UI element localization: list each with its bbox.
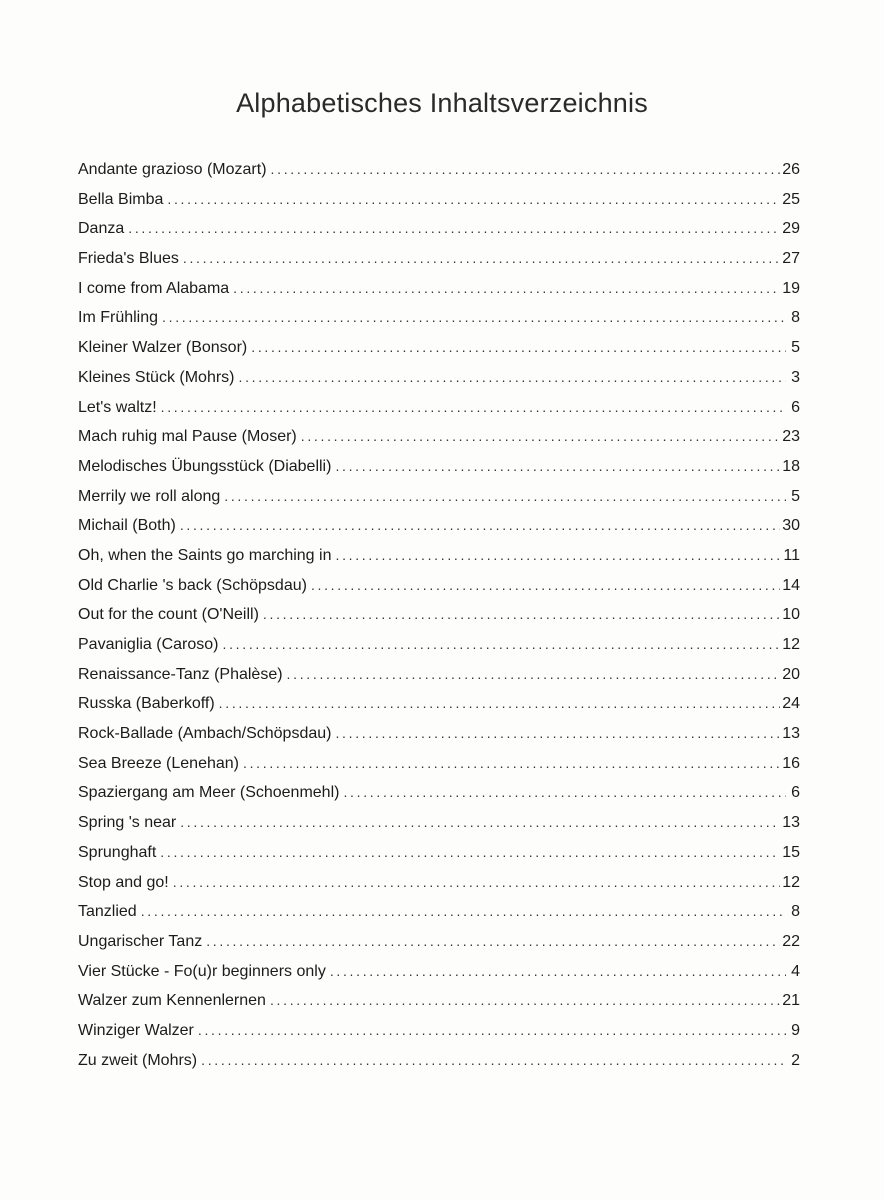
toc-entry-title: Spaziergang am Meer (Schoenmehl) [78, 784, 340, 802]
dot-leader [263, 600, 780, 630]
toc-entry [78, 838, 800, 868]
toc-entry-title: Russka (Baberkoff) [78, 695, 215, 713]
dot-leader [180, 808, 780, 838]
toc-entry [78, 303, 800, 333]
toc-entry [78, 986, 800, 1016]
dot-leader [330, 957, 786, 987]
toc-entry-title: Andante grazioso (Mozart) [78, 161, 267, 178]
toc-entry-title: Spring 's near [78, 814, 177, 832]
dot-leader [271, 155, 781, 185]
toc-entry-title: Out for the count (O'Neill) [78, 606, 259, 624]
toc-entry [78, 422, 800, 452]
toc-entry [78, 600, 800, 630]
toc-entry-title: Tanzlied [78, 903, 137, 921]
toc-entry-page-number: 15 [782, 843, 800, 861]
toc-entry-page-number: 20 [782, 665, 800, 683]
toc-entry [78, 749, 800, 779]
toc-entry [78, 868, 800, 898]
toc-entry-title: Kleiner Walzer (Bonsor) [78, 339, 248, 357]
toc-entry-page-number: 3 [791, 368, 800, 386]
toc-entry-title: Danza [78, 220, 125, 238]
dot-leader [141, 897, 786, 927]
toc-entry-page-number: 21 [782, 992, 800, 1010]
toc-entry-page-number: 30 [782, 517, 800, 535]
toc-entry [78, 214, 800, 244]
toc-entry-title: Ungarischer Tanz [78, 932, 203, 950]
toc-entry-page-number: 5 [791, 339, 800, 357]
toc-entry-page-number: 6 [791, 398, 800, 416]
toc-entry [78, 393, 800, 423]
toc-entry-page-number: 27 [782, 250, 800, 268]
dot-leader [167, 185, 780, 215]
toc-entry [78, 571, 800, 601]
toc-entry [78, 808, 800, 838]
toc-entry-title: Im Frühling [78, 309, 159, 327]
dot-leader [162, 303, 786, 333]
toc-entry [78, 897, 800, 927]
dot-leader [198, 1016, 786, 1046]
toc-entry-title: Walzer zum Kennenlernen [78, 992, 266, 1010]
toc-entry [78, 719, 800, 749]
toc-entry-title: Let's waltz! [78, 398, 157, 416]
toc-entry [78, 927, 800, 957]
toc-entry-page-number: 12 [782, 636, 800, 653]
toc-entry-page-number: 29 [782, 220, 800, 238]
toc-entry-title: Pavaniglia (Caroso) [78, 636, 219, 653]
toc-entry [78, 452, 800, 482]
toc-entry [78, 541, 800, 571]
toc-entry-title: Melodisches Übungsstück (Diabelli) [78, 457, 332, 475]
dot-leader [128, 214, 780, 244]
toc-entry-title: Stop and go! [78, 873, 169, 891]
toc-entry-title: Frieda's Blues [78, 250, 179, 268]
toc-entry-title: Sea Breeze (Lenehan) [78, 754, 239, 772]
toc-entry-page-number: 4 [791, 962, 800, 980]
toc-entry-title: Rock-Ballade (Ambach/Schöpsdau) [78, 725, 332, 743]
dot-leader [160, 838, 780, 868]
dot-leader [173, 868, 780, 898]
toc-entry-page-number: 22 [782, 932, 800, 950]
toc-entry-page-number: 23 [782, 428, 800, 446]
dot-leader [311, 571, 780, 601]
toc-entry-page-number: 25 [782, 190, 800, 208]
toc-entry-title: Vier Stücke - Fo(u)r beginners only [78, 962, 326, 980]
toc-entry-page-number: 16 [782, 754, 800, 772]
toc-entry-page-number: 24 [782, 695, 800, 713]
toc-entry-title: Kleines Stück (Mohrs) [78, 368, 235, 386]
table-of-contents [78, 155, 800, 1075]
toc-entry-page-number: 26 [782, 161, 800, 178]
toc-entry-page-number: 12 [782, 873, 800, 891]
toc-entry-page-number: 8 [791, 309, 800, 327]
toc-entry [78, 244, 800, 274]
toc-entry-title: Renaissance-Tanz (Phalèse) [78, 665, 283, 683]
dot-leader [223, 630, 781, 660]
dot-leader [335, 719, 780, 749]
toc-entry [78, 778, 800, 808]
toc-entry-title: Michail (Both) [78, 517, 176, 535]
dot-leader [201, 1046, 786, 1076]
toc-entry [78, 630, 800, 660]
dot-leader [335, 452, 780, 482]
dot-leader [219, 689, 781, 719]
toc-entry-page-number: 9 [791, 1021, 800, 1039]
dot-leader [224, 482, 786, 512]
dot-leader [243, 749, 780, 779]
toc-entry [78, 333, 800, 363]
dot-leader [343, 778, 786, 808]
toc-entry [78, 482, 800, 512]
toc-entry-title: Oh, when the Saints go marching in [78, 546, 332, 564]
dot-leader [180, 511, 780, 541]
toc-entry [78, 155, 800, 185]
toc-entry-title: I come from Alabama [78, 279, 230, 297]
toc-entry-page-number: 19 [782, 279, 800, 297]
toc-entry-page-number: 8 [791, 903, 800, 921]
toc-entry-page-number: 18 [782, 457, 800, 475]
toc-entry-title: Winziger Walzer [78, 1021, 194, 1039]
toc-entry-page-number: 13 [782, 725, 800, 743]
dot-leader [239, 363, 787, 393]
dot-leader [287, 660, 781, 690]
dot-leader [335, 541, 781, 571]
dot-leader [301, 422, 780, 452]
toc-entry-page-number: 10 [782, 606, 800, 624]
dot-leader [251, 333, 786, 363]
dot-leader [206, 927, 780, 957]
toc-entry [78, 660, 800, 690]
toc-entry-page-number: 5 [791, 487, 800, 505]
toc-entry [78, 274, 800, 304]
toc-entry [78, 511, 800, 541]
toc-entry [78, 689, 800, 719]
toc-entry-page-number: 14 [782, 576, 800, 594]
toc-entry-page-number: 11 [783, 546, 800, 564]
dot-leader [183, 244, 780, 274]
toc-entry-page-number: 6 [791, 784, 800, 802]
toc-entry [78, 185, 800, 215]
toc-entry [78, 957, 800, 987]
toc-entry-title: Zu zweit (Mohrs) [78, 1051, 198, 1069]
toc-entry-title: Old Charlie 's back (Schöpsdau) [78, 576, 307, 594]
page-title: Alphabetisches Inhaltsverzeichnis [236, 88, 648, 118]
toc-entry-title: Merrily we roll along [78, 487, 221, 505]
toc-entry-title: Mach ruhig mal Pause (Moser) [78, 428, 297, 446]
toc-entry [78, 363, 800, 393]
toc-entry [78, 1016, 800, 1046]
toc-entry-title: Bella Bimba [78, 190, 164, 208]
dot-leader [233, 274, 780, 304]
toc-entry-page-number: 13 [782, 814, 800, 832]
dot-leader [161, 393, 786, 423]
toc-entry [78, 1046, 800, 1076]
toc-entry-page-number: 2 [791, 1051, 800, 1069]
toc-entry-title: Sprunghaft [78, 843, 157, 861]
dot-leader [270, 986, 780, 1016]
